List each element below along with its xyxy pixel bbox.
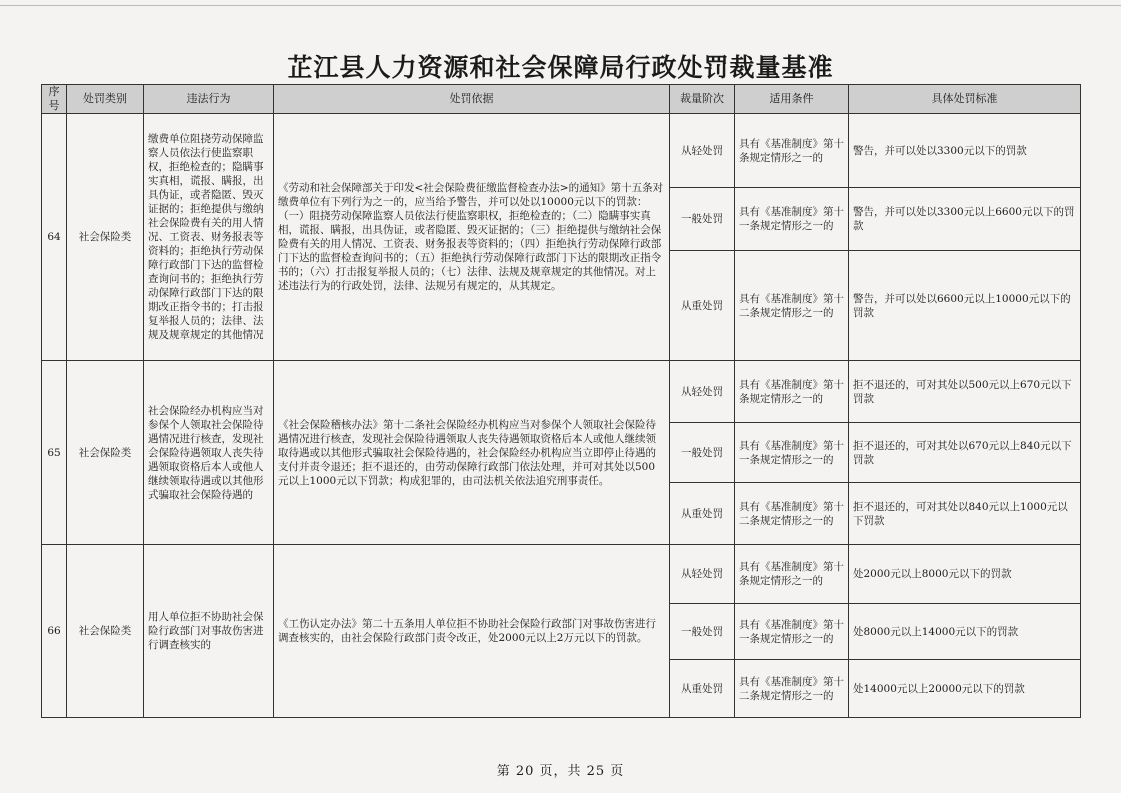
level-standard: 警告，并可以处以6600元以上10000元以下的罚款 bbox=[849, 251, 1081, 361]
row-category: 社会保险类 bbox=[67, 545, 144, 718]
level-label: 从轻处罚 bbox=[670, 361, 735, 423]
row-no: 65 bbox=[42, 361, 67, 545]
level-standard: 拒不退还的，可对其处以840元以上1000元以下罚款 bbox=[849, 483, 1081, 545]
level-label: 从重处罚 bbox=[670, 483, 735, 545]
row-violation: 社会保险经办机构应当对参保个人领取社会保险待遇情况进行核查，发现社会保险待遇领取人丧失待遇领取资格后本人或他人继续领取待遇或以其他形式骗取社会保险待遇的 bbox=[144, 361, 274, 545]
row-category: 社会保险类 bbox=[67, 361, 144, 545]
header-standard: 具体处罚标准 bbox=[849, 85, 1081, 114]
level-label: 从轻处罚 bbox=[670, 545, 735, 604]
table-row bbox=[42, 361, 1081, 423]
row-no: 66 bbox=[42, 545, 67, 718]
penalty-standard-table bbox=[41, 84, 1081, 718]
level-condition: 具有《基准制度》第十条规定情形之一的 bbox=[735, 114, 849, 188]
level-standard: 警告，并可以处以3300元以上6600元以下的罚款 bbox=[849, 188, 1081, 251]
level-condition: 具有《基准制度》第十一条规定情形之一的 bbox=[735, 604, 849, 660]
header-condition: 适用条件 bbox=[735, 85, 849, 114]
table-header-row bbox=[42, 85, 1081, 114]
level-standard: 处14000元以上20000元以下的罚款 bbox=[849, 660, 1081, 718]
page-number: 第 20 页，共 25 页 bbox=[496, 764, 625, 779]
row-basis: 《工伤认定办法》第二十五条用人单位拒不协助社会保险行政部门对事故伤害进行调查核实的，由社会保险行政部门责令改正，处2000元以上2万元以下的罚款。 bbox=[274, 545, 670, 718]
level-label: 从重处罚 bbox=[670, 251, 735, 361]
level-condition: 具有《基准制度》第十二条规定情形之一的 bbox=[735, 660, 849, 718]
row-violation: 用人单位拒不协助社会保险行政部门对事故伤害进行调查核实的 bbox=[144, 545, 274, 718]
level-standard: 拒不退还的，可对其处以500元以上670元以下罚款 bbox=[849, 361, 1081, 423]
level-label: 一般处罚 bbox=[670, 604, 735, 660]
scan-edge-line bbox=[0, 5, 1121, 6]
level-label: 从轻处罚 bbox=[670, 114, 735, 188]
header-basis: 处罚依据 bbox=[274, 85, 670, 114]
level-condition: 具有《基准制度》第十二条规定情形之一的 bbox=[735, 251, 849, 361]
row-basis: 《社会保险稽核办法》第十二条社会保险经办机构应当对参保个人领取社会保险待遇情况进行核查，发现社会保险待遇领取人丧失待遇领取资格后本人或他人继续领取待遇或以其他形式骗取社会保险待遇的，社会保险经办机构应当立即停止待遇的支付并责令退还；拒不退还的，由劳动保障行政部门依法处理，并可对其处以500元以上1000元以下罚款；构成犯罪的，由司法机关依法追究刑事责任。 bbox=[274, 361, 670, 545]
header-level: 裁量阶次 bbox=[670, 85, 735, 114]
level-condition: 具有《基准制度》第十条规定情形之一的 bbox=[735, 545, 849, 604]
header-category: 处罚类别 bbox=[67, 85, 144, 114]
table-row bbox=[42, 114, 1081, 188]
level-standard: 处8000元以上14000元以下的罚款 bbox=[849, 604, 1081, 660]
level-standard: 处2000元以上8000元以下的罚款 bbox=[849, 545, 1081, 604]
level-standard: 警告，并可以处以3300元以下的罚款 bbox=[849, 114, 1081, 188]
level-condition: 具有《基准制度》第十一条规定情形之一的 bbox=[735, 423, 849, 483]
level-label: 从重处罚 bbox=[670, 660, 735, 718]
row-violation: 缴费单位阻挠劳动保障监察人员依法行使监察职权，拒绝检查的；隐瞒事实真相，谎报、瞒报，出具伪证，或者隐匿、毁灭证据的；拒绝提供与缴纳社会保险费有关的用人情况、工资表、财务报表等资料的；拒绝执行劳动保障行政部门下达的监督检查询问书的；拒绝执行劳动保障行政部门下达的限期改正指令书的；打击报复举报人员的；法律、法规及规章规定的其他情况 bbox=[144, 114, 274, 361]
document-title: 芷江县人力资源和社会保障局行政处罚裁量基准 bbox=[287, 53, 834, 82]
level-label: 一般处罚 bbox=[670, 423, 735, 483]
level-label: 一般处罚 bbox=[670, 188, 735, 251]
level-condition: 具有《基准制度》第十条规定情形之一的 bbox=[735, 361, 849, 423]
row-no: 64 bbox=[42, 114, 67, 361]
level-condition: 具有《基准制度》第十二条规定情形之一的 bbox=[735, 483, 849, 545]
table-row bbox=[42, 545, 1081, 604]
header-violation: 违法行为 bbox=[144, 85, 274, 114]
level-condition: 具有《基准制度》第十一条规定情形之一的 bbox=[735, 188, 849, 251]
row-category: 社会保险类 bbox=[67, 114, 144, 361]
row-basis: 《劳动和社会保障部关于印发<社会保险费征缴监督检查办法>的通知》第十五条对缴费单位有下列行为之一的，应当给予警告，并可以处以10000元以下的罚款：（一）阻挠劳动保障监察人员依法行使监察职权，拒绝检查的；（二）隐瞒事实真相，谎报、瞒报，出具伪证，或者隐匿、毁灭证据的；（三）拒绝提供与缴纳社会保险费有关的用人情况、工资表、财务报表等资料的；（四）拒绝执行劳动保障行政部门下达的监督检查询问书的；（五）拒绝执行劳动保障行政部门下达的限期改正指令书的；（六）打击报复举报人员的；（七）法律、法规及规章规定的其他情况。对上述违法行为的行政处罚，法律、法规另有规定的，从其规定。 bbox=[274, 114, 670, 361]
level-standard: 拒不退还的，可对其处以670元以上840元以下罚款 bbox=[849, 423, 1081, 483]
header-no: 序号 bbox=[42, 85, 67, 114]
